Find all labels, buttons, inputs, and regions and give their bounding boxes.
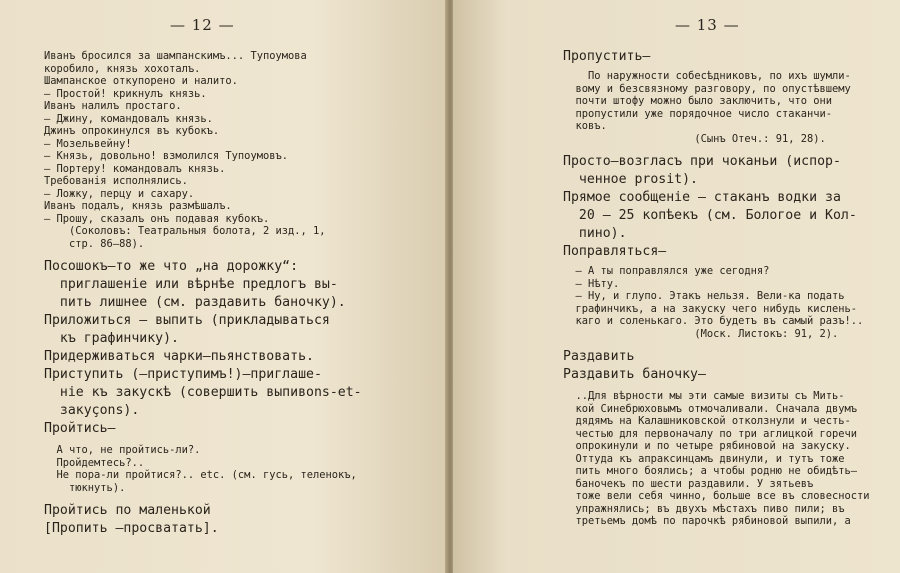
text-line: А что, не пройтись-ли?. <box>44 444 201 456</box>
text-line: Пройдемтесь?.. <box>44 456 145 469</box>
right-page-number: — 13 — <box>675 16 740 34</box>
text-line: — Джину, командовалъ князь. <box>44 112 213 125</box>
text-line: Оттуда къ апраксинцамъ двинули, и тутъ тоже <box>563 452 845 465</box>
right-entries-2 <box>563 348 863 384</box>
text-line: — Мозельвейну! <box>44 137 132 150</box>
text-line: — Ну, и глупо. Этакъ нельзя. Вели-ка подать <box>563 290 845 302</box>
text-line: пропустили уже порядочное число стаканчи- <box>563 107 832 120</box>
text-line: По наружности собесѣдниковъ, по ихъ шумли- <box>563 70 851 82</box>
entry-line: Приступить (—приступимъ!)—приглаше- <box>44 367 322 382</box>
text-line: упражнялись; въ двухъ мѣстахъ пиво пили; въ <box>563 502 845 515</box>
left-passage-2 <box>44 444 379 494</box>
entry-line: пино). <box>563 226 627 241</box>
text-line: — Ложку, перцу и сахару. <box>44 187 195 200</box>
left-page <box>0 0 447 573</box>
entry-line: Поправляться— <box>563 244 667 259</box>
entry-line: Пройтись по маленькой <box>44 503 211 518</box>
right-page <box>453 0 900 573</box>
text-line: вому и безсвязному разговору, по опустѣвшему <box>563 82 851 95</box>
entry-line: ніе къ закускѣ (совершить выпивons-et- <box>44 385 362 400</box>
entry-line: пить лишнее (см. раздавить баночку). <box>44 295 346 310</box>
text-line: — Портеру! командовалъ князь. <box>44 162 226 175</box>
text-line: дядямъ на Калашниковской отколзнули и честь- <box>563 415 851 427</box>
right-passage-1 <box>563 70 863 145</box>
text-line: Иванъ подалъ, князь размѣшалъ. <box>44 200 232 212</box>
text-line: графинчикъ, а на закуску чего нибудь кислень- <box>563 302 858 315</box>
text-line: тоже вели себя чинно, больше все въ словесности <box>563 490 870 502</box>
citation-line: (Соколовъ: Театральныя болота, 2 изд., 1, <box>44 225 326 237</box>
entry-line: Просто—возгласъ при чоканьи (испор- <box>563 154 841 169</box>
text-line: кой Синебрюховымъ отмочаливали. Сначала двумъ <box>563 402 858 415</box>
citation-line: (Моск. Листокъ: 91, 2). <box>563 327 839 340</box>
citation-line: стр. 86—88). <box>44 237 145 250</box>
entry-line: къ графинчику). <box>44 331 179 346</box>
left-passage-1 <box>44 50 379 250</box>
text-line: — Князь, довольно! взмолился Тупоумовъ. <box>44 150 288 162</box>
text-line: Джинъ опрокинулся въ кубокъ. <box>44 125 220 137</box>
text-line: Требованія исполнялись. <box>44 175 188 187</box>
entry-line: Раздавить <box>563 349 635 364</box>
entry-line: закуçons). <box>44 403 140 418</box>
text-line: честью для первоначалу по три аглицкой горечи <box>563 427 858 440</box>
entry-line: ченное prosit). <box>563 172 698 187</box>
text-line: Не пора-ли пройтися?.. etc. (см. гусь, теленокъ, <box>44 469 357 481</box>
citation-line: (Сынъ Отеч.: 91, 28). <box>563 132 826 145</box>
left-entries-2 <box>44 502 379 538</box>
entry-line: Прямое сообщеніе — стаканъ водки за <box>563 190 841 205</box>
left-page-number: — 12 — <box>170 16 235 34</box>
right-entries-1 <box>563 153 863 261</box>
text-line: — Нѣту. <box>563 277 620 290</box>
text-line: — А ты поправлялся уже сегодня? <box>563 265 770 277</box>
text-line: каго и соленькаго. Это будетъ въ самый разъ!.. <box>563 315 864 327</box>
text-line: почти штофу можно было заключить, что они <box>563 95 832 107</box>
text-line: ковъ. <box>563 120 607 132</box>
text-line: ..Для вѣрности мы эти самые визиты съ Мить- <box>563 390 845 402</box>
entry-line: Приложиться — выпить (прикладываться <box>44 313 330 328</box>
right-passage-2 <box>563 265 863 340</box>
text-line: Шампанское откупорено и налито. <box>44 75 238 87</box>
entry-line: Посошокъ—то же что „на дорожку“: <box>44 259 299 274</box>
text-line: — Простой! крикнулъ князь. <box>44 87 207 100</box>
text-line: Иванъ налилъ простаго. <box>44 100 182 112</box>
entry-line: Пройтись— <box>44 421 116 436</box>
text-line: опрокинули и по четыре рябиновой на закуску. <box>563 440 851 452</box>
right-passage-3 <box>563 390 870 528</box>
text-line: коробило, князь хохоталъ. <box>44 62 201 75</box>
entry-line: 20 — 25 копѣекъ (см. Бологое и Кол- <box>563 208 857 223</box>
entry-line: [Пропить —просватать]. <box>44 521 219 536</box>
text-line: — Прошу, сказалъ онъ подавая кубокъ. <box>44 212 270 225</box>
entry-line: Раздавить баночку— <box>563 367 706 382</box>
text-line: тюкнуть). <box>44 481 126 494</box>
entry-line: приглашеніе или вѣрнѣе предлогъ вы- <box>44 277 338 292</box>
text-line: баночекъ по шести раздавили. У зятьевъ <box>563 477 814 490</box>
left-entries-1 <box>44 258 379 438</box>
text-line: Иванъ бросился за шампанскимъ... Тупоумова <box>44 50 307 62</box>
right-column <box>563 48 870 528</box>
text-line: пить много боялись; а чтобы родню не обидѣть— <box>563 465 858 477</box>
text-line: третьемъ домѣ по парочкѣ рябиновой выпили, а <box>563 515 851 527</box>
entry-line: Придерживаться чарки—пьянствовать. <box>44 349 314 364</box>
entry-line: Пропустить— <box>563 49 651 64</box>
left-column <box>44 50 379 538</box>
